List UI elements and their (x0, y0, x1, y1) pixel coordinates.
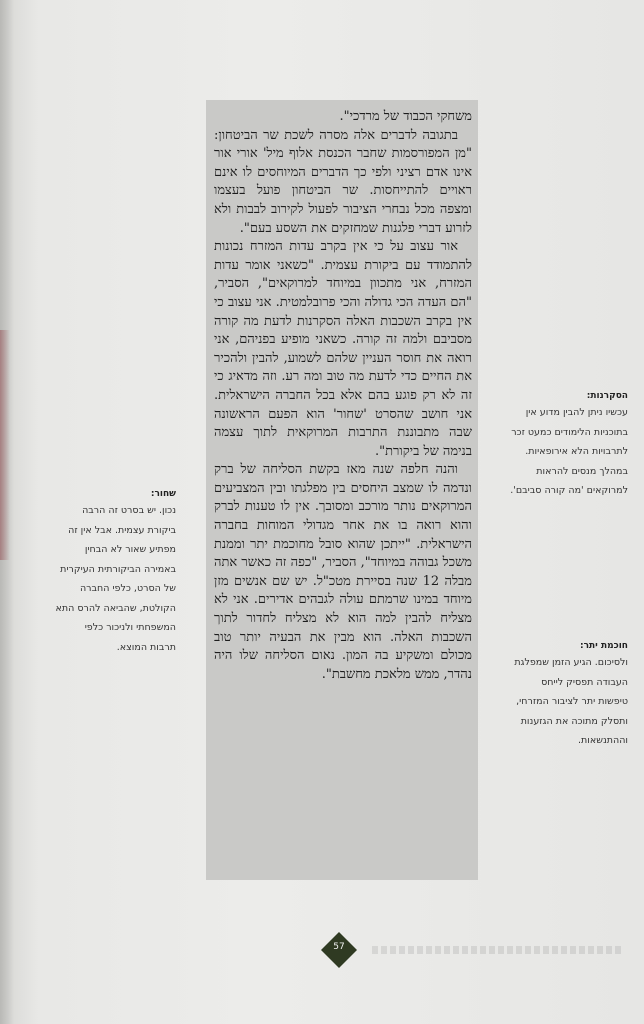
main-column (214, 108, 472, 684)
sidebar-line: ותסלק מתוכה את הגזענות (520, 715, 628, 727)
sidebar-line: בתוכניות הלימודים כמעט זכר (511, 426, 628, 438)
sidebar-line: נכון. יש בסרט זה הרבה (82, 505, 176, 516)
sidebar-over-wisdom (488, 640, 628, 751)
paragraph: והנה חלפה שנה מאז בקשת הסליחה של ברק ונדמה לו שמצב היחסים בין מפלגתו ובין המצביעים המרוקאים נותר מורכב ומסובך. אין לו טענות לברק והוא רואה בו את אחר מגדולי המוחות בחברה הישראלית. "ייתכן שהוא סובל מחוכמת יתר וממנת משכל גבוהה במיוחד", הסביר, "כפה זה כאשר אתה מבלה 12 שנה בסיירת מטכ"ל. יש שם אנשים מזן מיוחד במינו שרמתם עולה לגבהים אדירים. אני לא מצליח להבין למה הוא לא מצליח לחדור לתוך השכבות האלה. הוא מבין את הבעיה יותר טוב מכולם ומשקיע בה המון. נאום הסליחה שלו היה נהדר, ממש מלאכת מחשבת". (214, 462, 473, 682)
sidebar-black (16, 488, 176, 657)
sidebar-heading: חוכמת יתר: (580, 641, 628, 651)
sidebar-curiosity (488, 390, 628, 501)
footer-bleed-through (372, 946, 622, 954)
sidebar-line: תרבות המוצא. (116, 641, 176, 653)
sidebar-line: לתרבויות הלא אירופאיות. (525, 446, 628, 457)
sidebar-line: וההתנשאות. (578, 735, 628, 746)
sidebar-line: עכשיו ניתן להבין מדוע אין (525, 407, 628, 418)
sidebar-line: במהלך מנסים להראות (536, 465, 628, 477)
sidebar-line: הקולטת, שהביאה להרס התא (55, 602, 176, 614)
sidebar-heading: שחור: (150, 489, 176, 499)
sidebar-line: של הסרט, כלפי החברה (79, 583, 176, 594)
sidebar-line: באמירה הביקורתית העיקרית (60, 563, 176, 575)
sidebar-line: ולסיכום. הגיע הזמן שמפלגת (514, 657, 628, 668)
paragraph: בתגובה לדברים אלה מסרה לשכת שר הביטחון: "מן המפורסמות שחבר הכנסת אלוף מיל' אורי אור אינו אדם רציני ולפי כך הדברים המיוחסים לו אינם ראויים להתייחסות. שר הביטחון פועל בעצמו ומצפה מכל נבחרי הציבור לפעול לקירוב לבבות ולא לזרוע דברי פלגנות שמחזקים את השסע בעם". (214, 127, 472, 236)
sidebar-line: העבודה תפסיק לייחס (541, 676, 628, 688)
paragraph: אור עצוב על כי אין בקרב עדות המזרח נכונות להתמודד עם ביקורת עצמית. "כשאני אומר עדות המזרח, אני מתכוון במיוחד למרוקאים", הסביר, "הם העדה הכי גדולה והכי פרובלמטית. אני עצוב כי אין בקרב השכבות האלה הסקרנות לדעת מה קורה מסביבם ולמה זה קורה. כשאני מופיע בפניהם, אני רואה את חוסר העניין שלהם לשמוע, להבין ולהכיר את החיים כדי לדעת מה טוב ומה רע. וזה מדאיג כי זה לא רק פוגע בהם אלא בכל החברה הישראלית. אני חושב שהסרט 'שחור' הוא הפעם הראשונה שבה מתבוננת התרבות המרוקאית לתוך עצמה בנימה של ביקורת". (214, 239, 472, 459)
paragraph: משחקי הכבוד של מרדכי". (339, 109, 472, 124)
sidebar-line: המשפחתי ולניכור כלפי (84, 622, 176, 633)
sidebar-line: טיפשות יתר לציבור המזרחי, (516, 696, 628, 707)
sidebar-line: ביקורת עצמית. אבל אין זה (68, 524, 176, 536)
sidebar-line: מפתיע שאור לא הבחין (84, 544, 176, 555)
sidebar-heading: הסקרנות: (586, 391, 628, 401)
facing-page-bleed (0, 330, 10, 560)
sidebar-line: למרוקאים 'מה קורה סביבם'. (510, 485, 628, 496)
page-number: 57 (333, 942, 345, 952)
